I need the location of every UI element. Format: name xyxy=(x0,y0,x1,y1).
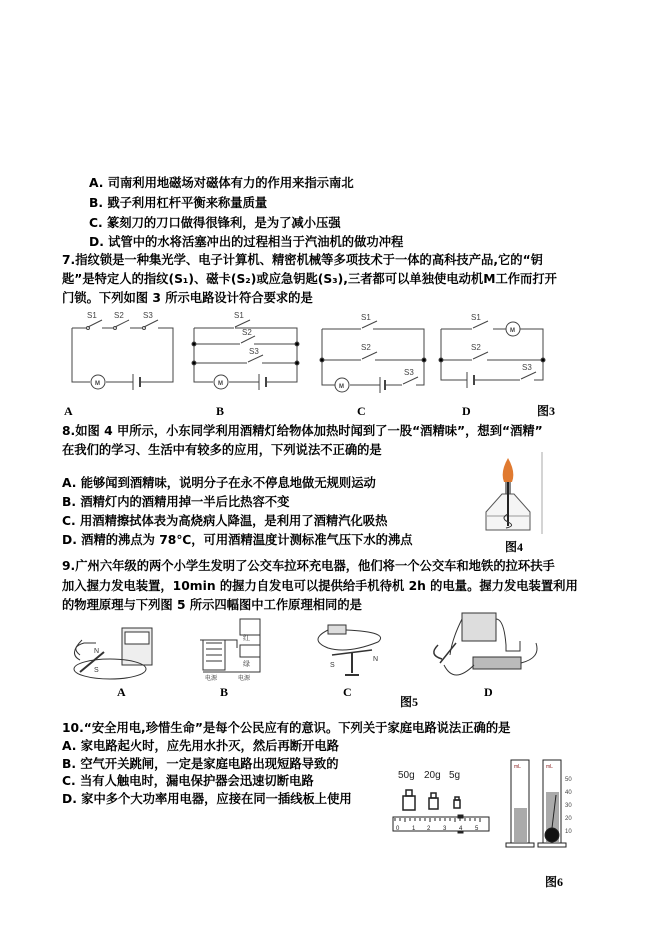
q7-stem-line2: 匙”是特定人的指纹(S₁)、磁卡(S₂)或应急钥匙(S₃),三者都可以单独使电动机M工作而打开 xyxy=(62,272,557,286)
fig5-label-c: C xyxy=(343,685,352,699)
figure-6 xyxy=(380,750,580,860)
svg-text:S3: S3 xyxy=(143,311,153,320)
circuit-d xyxy=(439,321,545,388)
fig6-caption: 图6 xyxy=(545,875,564,889)
q6-option-a: A. 司南利用地磁场对磁体有力的作用来指示南北 xyxy=(89,176,354,190)
weights xyxy=(403,790,460,810)
figure-5 xyxy=(0,605,661,695)
svg-text:S1: S1 xyxy=(361,313,371,322)
fig5b-power2: 电源 xyxy=(238,676,251,682)
svg-text:M: M xyxy=(95,381,100,387)
q10-stem: 10.“安全用电,珍惜生命”是每个公民应有的意识。下列关于家庭电路说法正确的是 xyxy=(62,721,511,735)
svg-text:S1: S1 xyxy=(87,311,97,320)
fig5-label-b: B xyxy=(220,685,229,699)
q8-option-a: A. 能够闻到酒精味，说明分子在永不停息地做无规则运动 xyxy=(62,476,376,490)
svg-text:1: 1 xyxy=(412,826,416,832)
q9-stem-line2: 加入握力发电装置，10min 的握力自发电可以提供给手机待机 2h 的电量。握力发电装置利用 xyxy=(62,579,578,593)
svg-text:S2: S2 xyxy=(114,311,124,320)
svg-text:20: 20 xyxy=(565,816,572,822)
figure-3-circuits xyxy=(0,300,661,430)
fig5d-setup xyxy=(434,613,537,675)
svg-text:S1: S1 xyxy=(234,311,244,320)
q9-stem-line1: 9.广州六年级的两个小学生发明了公交车拉环充电器，他们将一个公交车和地铁的拉环扶手 xyxy=(62,559,555,573)
weight-50g-label: 50g xyxy=(398,770,415,781)
fig5-label-a: A xyxy=(117,685,126,699)
fig3-label-c: C xyxy=(357,404,366,418)
weight-5g-label: 5g xyxy=(449,770,461,781)
svg-text:M: M xyxy=(218,381,223,387)
q10-option-b: B. 空气开关跳闸，一定是家庭电路出现短路导致的 xyxy=(62,757,339,771)
fig3-label-b: B xyxy=(216,404,225,418)
svg-text:mL: mL xyxy=(514,764,521,770)
svg-text:S2: S2 xyxy=(471,343,481,352)
cylinders xyxy=(506,760,566,847)
q6-option-c: C. 篆刻刀的刀口做得很锋利，是为了减小压强 xyxy=(89,216,341,230)
q10-option-c: C. 当有人触电时，漏电保护器会迅速切断电路 xyxy=(62,774,314,788)
q7-stem-line3: 门锁。下列如图 3 所示电路设计符合要求的是 xyxy=(62,291,313,305)
svg-text:M: M xyxy=(510,328,515,334)
svg-text:50: 50 xyxy=(565,777,572,783)
q10-option-a: A. 家电路起火时，应先用水扑灭，然后再断开电路 xyxy=(62,739,339,753)
q8-stem-line2: 在我们的学习、生活中有较多的应用，下列说法不正确的是 xyxy=(62,443,382,457)
fig5-caption: 图5 xyxy=(400,695,419,709)
svg-text:S3: S3 xyxy=(404,368,414,377)
fig5b-power1: 电源 xyxy=(205,676,218,682)
svg-text:10: 10 xyxy=(565,829,572,835)
q7-stem-line1: 7.指纹锁是一种集光学、电子计算机、精密机械等多项技术于一体的高科技产品,它的“钥 xyxy=(62,253,543,267)
svg-text:S1: S1 xyxy=(471,313,481,322)
fig5c-s: S xyxy=(330,662,335,669)
fig3-label-d: D xyxy=(462,404,471,418)
q8-option-d: D. 酒精的沸点为 78℃，可用酒精温度计测标准气压下水的沸点 xyxy=(62,533,413,547)
svg-text:5: 5 xyxy=(475,826,479,832)
svg-text:0: 0 xyxy=(396,826,400,832)
svg-text:3: 3 xyxy=(443,826,447,832)
fig5b-green: 绿 xyxy=(243,661,250,668)
q8-stem-line1: 8.如图 4 甲所示，小东同学利用酒精灯给物体加热时闻到了一股“酒精味”，想到“酒精” xyxy=(62,424,543,438)
q6-option-d: D. 试管中的水将活塞冲出的过程相当于汽油机的做功冲程 xyxy=(89,235,404,249)
svg-text:40: 40 xyxy=(565,790,572,796)
q6-option-b: B. 戥子利用杠杆平衡来称量质量 xyxy=(89,196,268,210)
svg-text:S3: S3 xyxy=(249,347,259,356)
svg-text:mL: mL xyxy=(546,764,553,770)
svg-text:30: 30 xyxy=(565,803,572,809)
fig5c-n: N xyxy=(373,656,379,663)
fig5c-compass xyxy=(318,625,381,675)
fig4-caption: 图4 xyxy=(505,540,524,554)
svg-text:4: 4 xyxy=(459,826,463,832)
q8-option-b: B. 酒精灯内的酒精用掉一半后比热容不变 xyxy=(62,495,290,509)
fig5a-generator xyxy=(74,628,152,679)
fig5b-relay xyxy=(200,619,260,672)
fig3-caption: 图3 xyxy=(537,404,556,418)
circuit-c xyxy=(320,321,426,393)
weight-20g-label: 20g xyxy=(424,770,441,781)
fig5a-s: S xyxy=(94,667,99,674)
svg-text:2: 2 xyxy=(427,826,431,832)
alcohol-lamp-figure xyxy=(478,452,548,542)
fig3-label-a: A xyxy=(64,404,73,418)
svg-text:S2: S2 xyxy=(361,343,371,352)
q10-option-d: D. 家中多个大功率用电器，应接在同一插线板上使用 xyxy=(62,792,352,806)
q9-stem-line3: 的物理原理与下列图 5 所示四幅图中工作原理相同的是 xyxy=(62,598,362,612)
fig5b-red: 红 xyxy=(243,635,250,642)
circuit-a xyxy=(72,320,173,390)
svg-text:M: M xyxy=(339,384,344,390)
fig5-label-d: D xyxy=(484,685,493,699)
svg-text:S2: S2 xyxy=(242,328,252,337)
fig5a-n: N xyxy=(94,648,100,655)
q8-option-c: C. 用酒精擦拭体表为高烧病人降温，是利用了酒精汽化吸热 xyxy=(62,514,388,528)
svg-text:S3: S3 xyxy=(522,363,532,372)
